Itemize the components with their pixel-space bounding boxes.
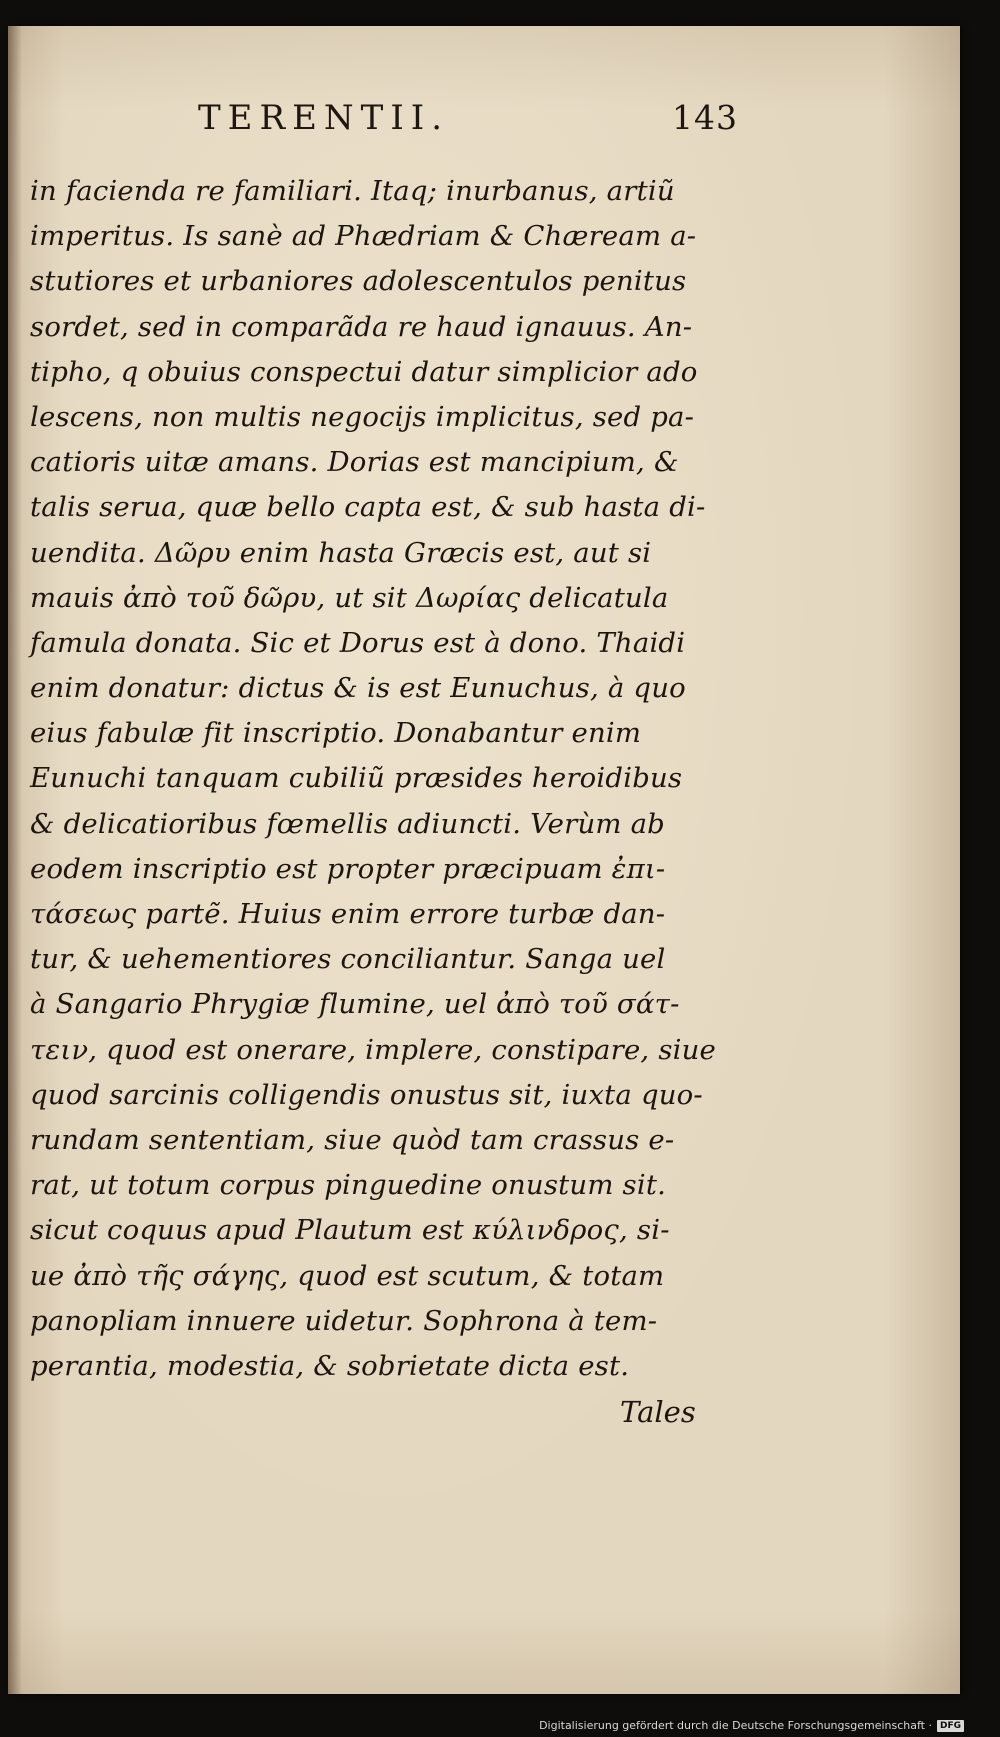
page-gutter-shadow — [8, 26, 22, 1694]
page-number: 143 — [672, 98, 738, 137]
text-line: imperitus. Is sanè ad Phædriam & Chæream a- — [30, 220, 697, 253]
dfg-logo: DFG — [937, 1720, 964, 1732]
text-line: sordet, sed in comparãda re haud ignauus. An- — [30, 310, 693, 343]
credit-text: Digitalisierung gefördert durch die Deutsche Forschungsgemeinschaft · — [539, 1719, 932, 1732]
text-line: eodem inscriptio est propter præcipuam ἐπι- — [30, 852, 666, 885]
text-line: panopliam innuere uidetur. Sophrona à tem- — [30, 1304, 658, 1337]
text-line: perantia, modestia, & sobrietate dicta est. — [30, 1349, 630, 1382]
catchword: Tales — [620, 1395, 696, 1429]
text-line: ue ἀπὸ τῆς σάγης, quod est scutum, & totam — [30, 1259, 665, 1292]
text-line: in facienda re familiari. Itaq; inurbanus, artiũ — [30, 175, 675, 207]
text-line: tipho, q obuius conspectui datur simplicior ado — [30, 355, 698, 388]
running-title: TERENTII. — [198, 98, 450, 138]
text-line: eius fabulæ fit inscriptio. Donabantur enim — [30, 717, 642, 750]
text-line: lescens, non multis negocijs implicitus, sed pa- — [30, 400, 695, 433]
text-line: à Sangario Phrygiæ flumine, uel ἀπὸ τοῦ σάτ- — [30, 988, 680, 1021]
text-line: Eunuchi tanquam cubiliũ præsides heroidibus — [30, 762, 683, 795]
text-line: & delicatioribus fœmellis adiuncti. Verùm ab — [30, 807, 665, 840]
text-line: famula donata. Sic et Dorus est à dono. Thaidi — [30, 626, 686, 659]
book-page — [8, 26, 960, 1694]
page-header — [198, 98, 738, 138]
text-line: uendita. Δῶρυ enim hasta Græcis est, aut si — [30, 536, 652, 569]
text-line: sicut coquus apud Plautum est κύλινδρος, si- — [30, 1214, 670, 1247]
text-line: mauis ἀπὸ τοῦ δῶρυ, ut sit Δωρίας delicatula — [30, 581, 669, 614]
text-line: τάσεως partẽ. Huius enim errore turbæ dan- — [30, 898, 666, 930]
text-line: stutiores et urbaniores adolescentulos penitus — [30, 265, 687, 298]
digitization-credit — [539, 1719, 964, 1732]
text-line: rat, ut totum corpus pinguedine onustum sit. — [30, 1169, 667, 1202]
text-line: tur, & uehementiores conciliantur. Sanga uel — [30, 943, 666, 976]
text-line: quod sarcinis colligendis onustus sit, iuxta quo- — [30, 1078, 703, 1111]
text-line: talis serua, quæ bello capta est, & sub hasta di- — [30, 491, 706, 524]
body-text — [30, 169, 720, 1389]
text-line: enim donatur: dictus & is est Eunuchus, à quo — [30, 672, 686, 705]
text-line: τειν, quod est onerare, implere, constipare, siue — [30, 1033, 717, 1066]
text-line: rundam sententiam, siue quòd tam crassus e- — [30, 1123, 675, 1156]
text-line: catioris uitæ amans. Dorias est mancipium, & — [30, 446, 679, 479]
